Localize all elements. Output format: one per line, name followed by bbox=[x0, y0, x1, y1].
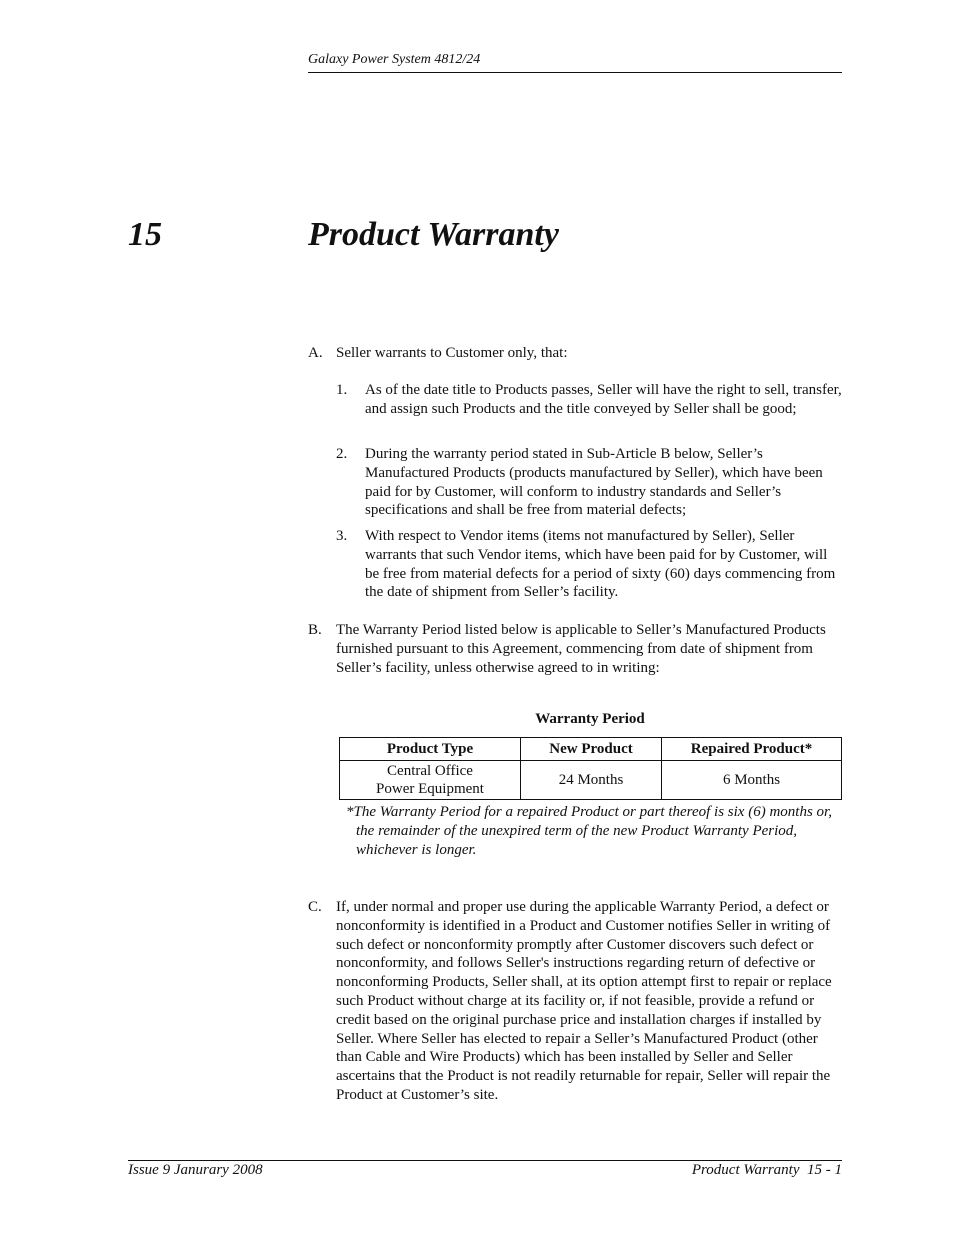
section-a-marker: A. bbox=[308, 345, 323, 361]
section-a-item-3 bbox=[336, 527, 842, 602]
chapter-title: Product Warranty bbox=[308, 216, 559, 253]
list-item-marker: 3. bbox=[336, 528, 348, 544]
section-c bbox=[308, 898, 842, 1105]
section-a-item-1 bbox=[336, 381, 842, 419]
footer-issue: Issue 9 Janurary 2008 bbox=[128, 1162, 263, 1178]
section-a-item-2 bbox=[336, 445, 842, 520]
table-footnote: *The Warranty Period for a repaired Product or part thereof is six (6) months or, the remainder of the unexpired term of the new Product Warranty Period, whichever is longer. bbox=[346, 804, 832, 858]
section-c-text: If, under normal and proper use during the applicable Warranty Period, a defect or nonconformity is identified in a Product and Customer notifies Seller in writing of such defect or nonconformity promptly after Customer discovers such defect or nonconformity, and follows Seller's instructions regarding return of defective or nonconforming Products, Seller shall, at its option attempt first to repair or replace such Product without charge at its facility or, if not feasible, provide a refund or credit based on the original purchase price and installation charges if installed by Seller. Where Seller has elected to repair a Seller’s Manufactured Product (other than Cable and Wire Products) which has been installed by Seller and Seller ascertains that the Product is not readily returnable for repair, Seller will repair the Product at Customer’s site. bbox=[336, 899, 832, 1103]
repaired-product-cell: 6 Months bbox=[662, 761, 842, 800]
warranty-period-table bbox=[339, 737, 842, 800]
section-b bbox=[308, 621, 842, 677]
product-type-line: Power Equipment bbox=[376, 781, 484, 797]
list-item-text: With respect to Vendor items (items not manufactured by Seller), Seller warrants that such Vendor items, which have been paid for by Customer, will be free from material defects for a period of sixty (60) days commencing from the date of shipment from Seller’s facility. bbox=[365, 528, 836, 601]
footer-page-number: Product Warranty 15 - 1 bbox=[691, 1162, 842, 1178]
header-rule bbox=[308, 72, 842, 73]
product-type-line: Central Office bbox=[387, 762, 473, 779]
column-header: Repaired Product* bbox=[662, 738, 842, 761]
table-caption: Warranty Period bbox=[535, 711, 645, 727]
table-row bbox=[340, 761, 842, 800]
column-header: Product Type bbox=[340, 738, 521, 761]
list-item-marker: 1. bbox=[336, 382, 348, 398]
section-a-text: Seller warrants to Customer only, that: bbox=[336, 345, 568, 361]
section-b-marker: B. bbox=[308, 622, 322, 638]
column-header: New Product bbox=[521, 738, 662, 761]
chapter-number: 15 bbox=[128, 216, 162, 253]
footer-rule bbox=[128, 1160, 842, 1161]
list-item-text: During the warranty period stated in Sub-Article B below, Seller’s Manufactured Products (products manufactured by Seller), which have been paid for by Customer, will conform to industry standards and Seller’s specifications and shall be free from material defects; bbox=[365, 446, 823, 519]
section-a bbox=[308, 344, 842, 363]
list-item-marker: 2. bbox=[336, 446, 348, 462]
section-b-text: The Warranty Period listed below is applicable to Seller’s Manufactured Products furnished pursuant to this Agreement, commencing from date of shipment from Seller’s facility, unless otherwise agreed to in writing: bbox=[336, 622, 826, 676]
table-header-row bbox=[340, 738, 842, 761]
list-item-text: As of the date title to Products passes, Seller will have the right to sell, transfer, and assign such Products and the title conveyed by Seller shall be good; bbox=[365, 382, 842, 417]
running-header: Galaxy Power System 4812/24 bbox=[308, 52, 481, 67]
new-product-cell: 24 Months bbox=[521, 761, 662, 800]
section-c-marker: C. bbox=[308, 899, 322, 915]
product-type-cell bbox=[340, 761, 521, 800]
